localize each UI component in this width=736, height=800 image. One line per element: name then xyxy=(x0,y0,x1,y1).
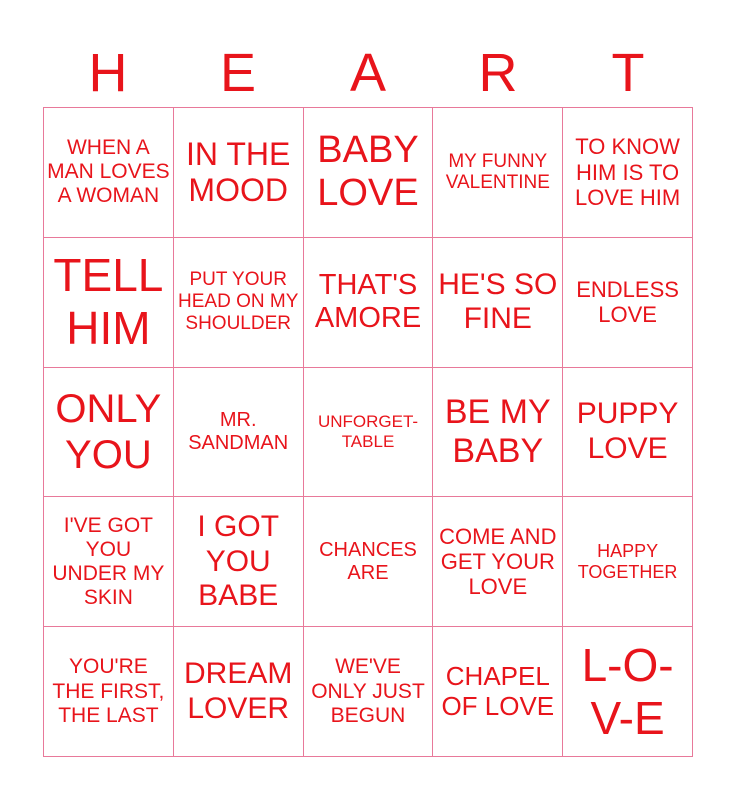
bingo-cell-text: HE'S SO FINE xyxy=(438,267,558,336)
bingo-cell[interactable] xyxy=(44,368,174,498)
bingo-cell[interactable] xyxy=(563,627,693,757)
bingo-cell-text: WE'VE ONLY JUST BEGUN xyxy=(311,655,425,727)
bingo-cell[interactable] xyxy=(174,238,304,368)
header-letter-a: A xyxy=(349,43,387,103)
bingo-cell-text: ENDLESS LOVE xyxy=(576,276,679,328)
bingo-cell-text: TO KNOW HIM IS TO LOVE HIM xyxy=(575,134,681,211)
header-letter-t: T xyxy=(611,43,645,103)
bingo-cell[interactable] xyxy=(304,108,434,238)
bingo-cell[interactable] xyxy=(563,108,693,238)
bingo-cell-text: THAT'S AMORE xyxy=(314,268,422,335)
bingo-header xyxy=(43,40,693,106)
bingo-cell-text: YOU'RE THE FIRST, THE LAST xyxy=(52,655,165,727)
bingo-cell-text: PUT YOUR HEAD ON MY SHOULDER xyxy=(178,269,299,335)
bingo-cell[interactable] xyxy=(433,497,563,627)
bingo-cell[interactable] xyxy=(304,497,434,627)
header-letter-r: R xyxy=(478,43,518,103)
bingo-cell-text: MY FUNNY VALENTINE xyxy=(445,150,550,194)
bingo-cell-text: DREAM LOVER xyxy=(184,657,293,725)
bingo-cell[interactable] xyxy=(174,108,304,238)
bingo-cell-text: I'VE GOT YOU UNDER MY SKIN xyxy=(52,513,165,609)
bingo-cell[interactable] xyxy=(174,368,304,498)
bingo-cell[interactable] xyxy=(44,497,174,627)
bingo-grid xyxy=(43,107,693,757)
bingo-cell-text: PUPPY LOVE xyxy=(576,397,679,465)
bingo-cell[interactable] xyxy=(174,497,304,627)
bingo-cell-text: MR. SANDMAN xyxy=(188,408,289,454)
bingo-cell-text: IN THE MOOD xyxy=(186,135,291,209)
bingo-cell[interactable] xyxy=(44,627,174,757)
bingo-cell[interactable] xyxy=(563,238,693,368)
bingo-cell-text: UNFORGET-TABLE xyxy=(317,412,419,451)
bingo-cell[interactable] xyxy=(433,627,563,757)
bingo-cell[interactable] xyxy=(433,368,563,498)
bingo-cell[interactable] xyxy=(174,627,304,757)
bingo-cell-text: ONLY YOU xyxy=(55,386,162,477)
bingo-cell[interactable] xyxy=(44,108,174,238)
bingo-cell-text: CHAPEL OF LOVE xyxy=(441,660,555,721)
bingo-cell[interactable] xyxy=(563,497,693,627)
bingo-cell[interactable] xyxy=(304,238,434,368)
bingo-cell-text: L-O-V-E xyxy=(581,638,674,744)
bingo-cell[interactable] xyxy=(563,368,693,498)
bingo-cell[interactable] xyxy=(433,238,563,368)
bingo-cell-text: TELL HIM xyxy=(53,249,164,355)
bingo-cell[interactable] xyxy=(304,627,434,757)
bingo-cell-text: COME AND GET YOUR LOVE xyxy=(439,523,557,600)
bingo-cell[interactable] xyxy=(304,368,434,498)
bingo-cell-text: WHEN A MAN LOVES A WOMAN xyxy=(47,136,170,208)
bingo-cell-text: BE MY BABY xyxy=(444,392,551,470)
bingo-cell[interactable] xyxy=(433,108,563,238)
header-letter-h: H xyxy=(88,43,128,103)
bingo-cell-text: I GOT YOU BABE xyxy=(197,510,280,613)
bingo-cell-text: BABY LOVE xyxy=(317,128,419,215)
bingo-cell[interactable] xyxy=(44,238,174,368)
bingo-cell-text: HAPPY TOGETHER xyxy=(577,541,678,582)
header-letter-e: E xyxy=(219,43,257,103)
bingo-cell-text: CHANCES ARE xyxy=(319,538,417,584)
